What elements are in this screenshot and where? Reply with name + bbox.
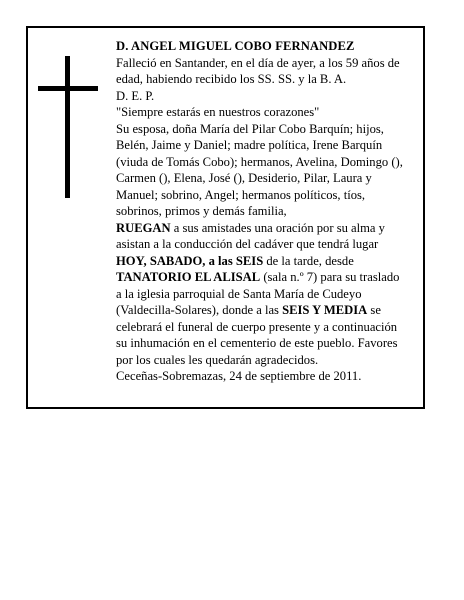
request-body-2: de la tarde, desde [263,253,354,268]
request-body-3: (sala n.º 7) para su traslado a la iglesia parroquial de Santa María de Cudeyo (Valdecilla-Solares), donde a las [116,270,400,317]
rip-text: D. E. P. [116,88,155,103]
obituary-notice [26,26,425,409]
cross-vertical-bar [65,56,70,198]
death-statement: Falleció en Santander, en el día de ayer, a los 59 años de edad, habiendo recibido los SS. SS. y la B. A. [116,55,400,86]
place-and-date: Ceceñas-Sobremazas, 24 de septiembre de 2011. [116,369,362,383]
request-body-4: se celebrará el funeral de cuerpo presente y a continuación su inhumación en el cementerio de este pueblo. Favores por los cuales les quedarán agradecidos. [116,303,398,367]
memorial-quote: "Siempre estarás en nuestros corazones" [116,105,320,119]
request-time: HOY, SABADO, a las SEIS [116,253,264,268]
cross-horizontal-bar [38,86,98,91]
deceased-name: D. ANGEL MIGUEL COBO FERNANDEZ [116,39,355,53]
request-venue: TANATORIO EL ALISAL [116,270,261,284]
notice-text [116,38,408,385]
request-time-2: SEIS Y MEDIA [282,303,368,317]
request-paragraph [116,220,408,369]
family-list: Su esposa, doña María del Pilar Cobo Barquín; hijos, Belén, Jaime y Daniel; madre política, Irene Barquín (viuda de Tomás Cobo); hermanos, Avelina, Domingo (), Carmen (), Elena, José (), Desiderio, Pilar, Laura y Manuel; sobrino, Angel; hermanos políticos, tíos, sobrinos, primos y demás familia, [116,121,403,218]
request-lead: RUEGAN [116,220,171,235]
request-body-1: a sus amistades una oración por su alma y asistan a la conducción del cadáver que tendrá lugar [116,220,385,251]
